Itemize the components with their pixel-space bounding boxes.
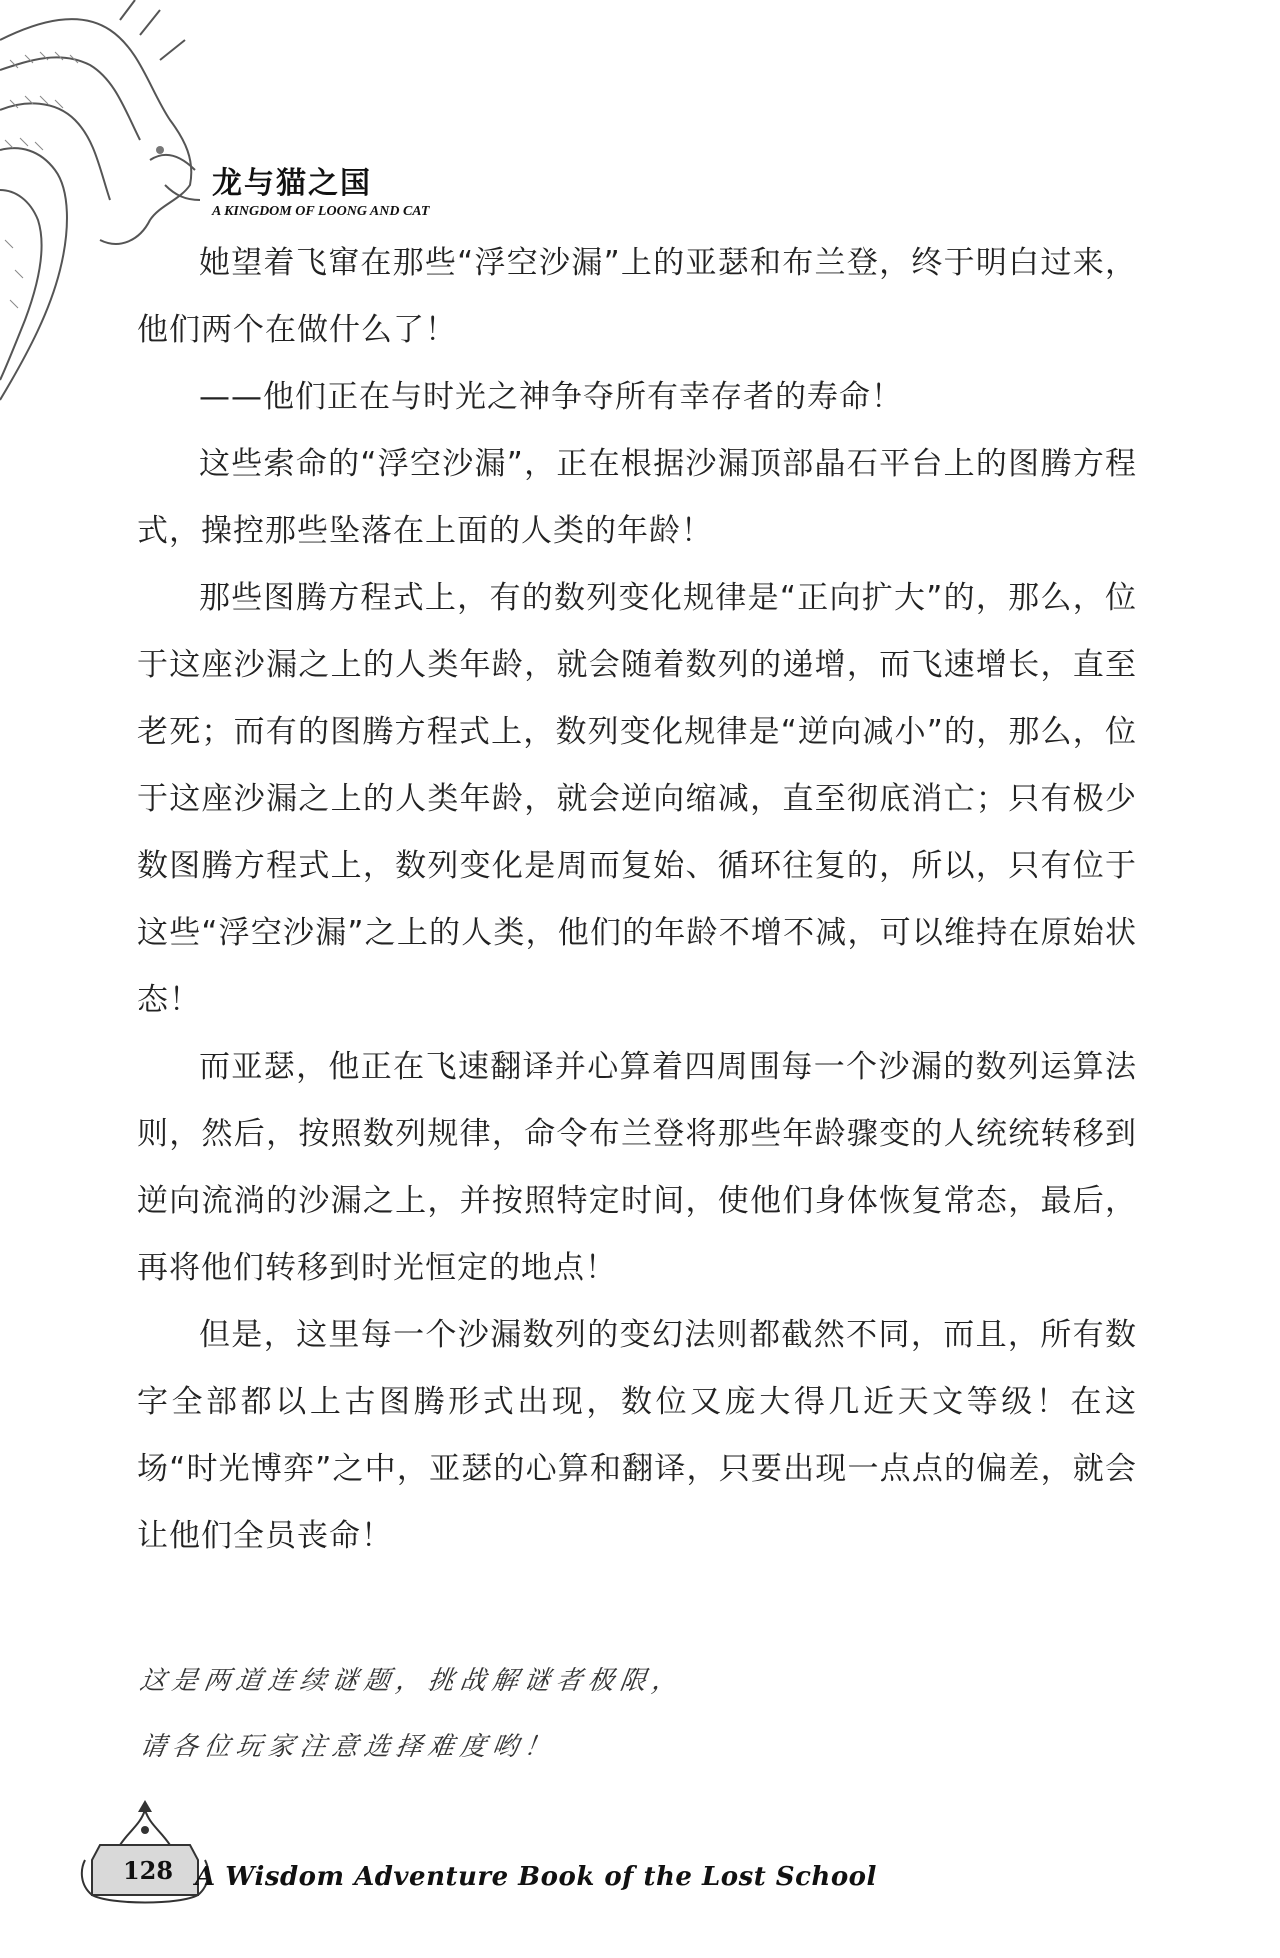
header-title-cn: 龙与猫之国 <box>212 166 372 201</box>
puzzle-note <box>137 1648 687 1780</box>
book-title-en: A Wisdom Adventure Book of the Lost School <box>195 1862 877 1892</box>
paragraph: 那些图腾方程式上，有的数列变化规律是“正向扩大”的，那么，位于这座沙漏之上的人类年龄，就会随着数列的递增，而飞速增长，直至老死；而有的图腾方程式上，数列变化规律是“逆向减小”的，那么，位于这座沙漏之上的人类年龄，就会逆向缩减，直至彻底消亡；只有极少数图腾方程式上，数列变化是周而复始、循环往复的，所以，只有位于这些“浮空沙漏”之上的人类，他们的年龄不增不减，可以维持在原始状态！ <box>137 580 1137 1018</box>
header-title-en: A KINGDOM OF LOONG AND CAT <box>212 204 430 219</box>
body-text <box>137 230 1137 1570</box>
paragraph: 这些索命的“浮空沙漏”，正在根据沙漏顶部晶石平台上的图腾方程式，操控那些坠落在上面的人类的年龄！ <box>137 446 1137 549</box>
paragraph: ——他们正在与时光之神争夺所有幸存者的寿命！ <box>199 379 903 415</box>
note-line: 这是两道连续谜题，挑战解谜者极限， <box>137 1666 687 1696</box>
running-header <box>212 158 429 220</box>
paragraph: 而亚瑟，他正在飞速翻译并心算着四周围每一个沙漏的数列运算法则，然后，按照数列规律，命令布兰登将那些年龄骤变的人统统转移到逆向流淌的沙漏之上，并按照特定时间，使他们身体恢复常态，最后，再将他们转移到时光恒定的地点！ <box>137 1049 1137 1286</box>
page-number: 128 <box>122 1856 174 1885</box>
note-line: 请各位玩家注意选择难度哟！ <box>137 1732 559 1762</box>
page-footer <box>80 1800 1220 1920</box>
paragraph: 但是，这里每一个沙漏数列的变幻法则都截然不同，而且，所有数字全部都以上古图腾形式出现，数位又庞大得几近天文等级！在这场“时光博弈”之中，亚瑟的心算和翻译，只要出现一点点的偏差，就会让他们全员丧命！ <box>137 1317 1137 1554</box>
paragraph: 她望着飞窜在那些“浮空沙漏”上的亚瑟和布兰登，终于明白过来，他们两个在做什么了！ <box>137 245 1137 348</box>
page-number-badge-icon <box>80 1800 210 1910</box>
